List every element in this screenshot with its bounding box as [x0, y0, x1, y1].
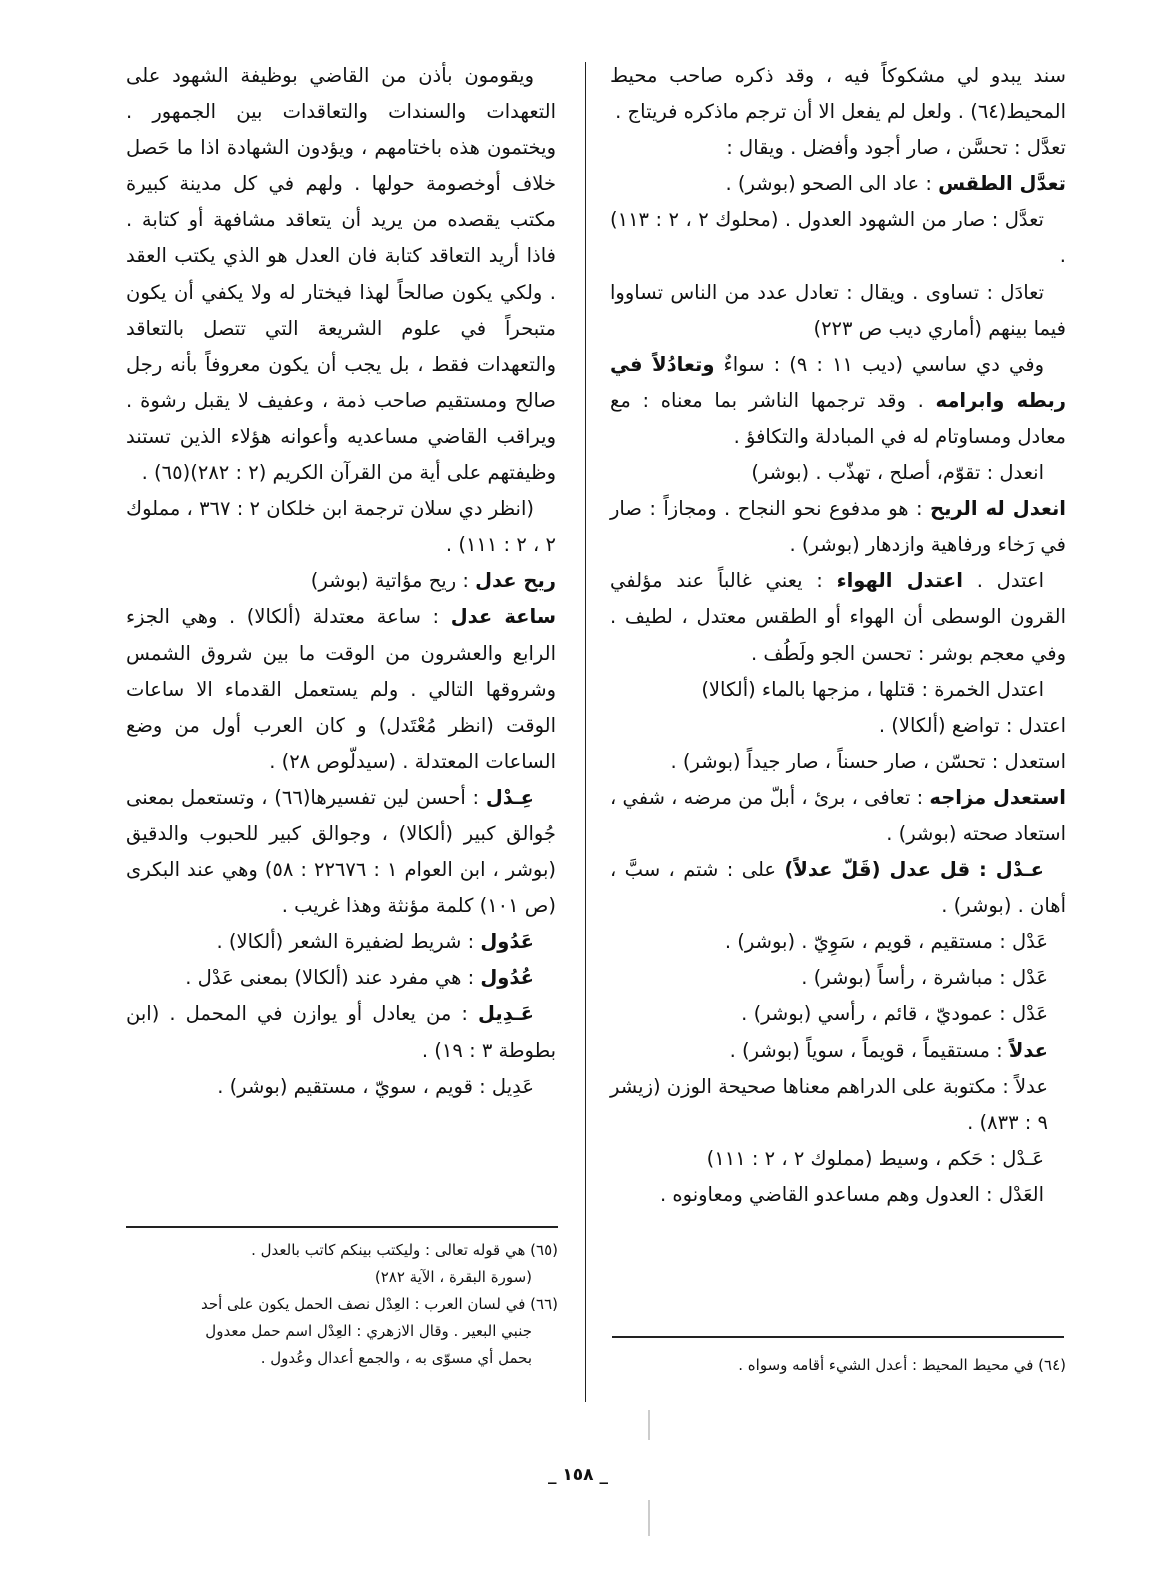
entry-text: تعادَل : تساوى . ويقال : تعادل عدد من الناس تساووا فيما بينهم (أماري ديب ص ٢٢٣) [610, 280, 1066, 340]
entry-text: : يعني غالباً عند مؤلفي القرون الوسطى أن الهواء أو الطقس معتدل ، لطيف . وفي معجم بوشر : تحسن الجو ولَطُف . [610, 569, 1066, 665]
entry-paragraph [610, 672, 1066, 708]
scan-noise-mark [648, 1410, 650, 1440]
entry-text: عَـدْل : حَكم ، وسيط (مملوك ٢ ، ٢ : ١١١) [706, 1146, 1044, 1170]
headword: وتعادُلاً في ربطه وابرامه [610, 352, 1067, 412]
entry-text: ويقومون بأذن من القاضي بوظيفة الشهود على التعهدات والسندات والتعاقدات بين الجمهور . ويختمون هذه باختامهم ، ويؤدون الشهادة اذا ما حَصل خلاف أوخصومة حولها . ولهم في كل مدينة كبيرة مكتب يقصده من يريد أن يتعاقد مشافهة أو كتابة . فاذا أريد التعاقد كتابة فان العدل هو الذي يكتب العقد . ولكي يكون صالحاً لهذا فيختار له ولا يكفي أن يكون متبحراً في علوم الشريعة التي تتصل بالتعاقد والتعهدات فقط ، بل يجب أن يكون معروفاً بأنه رجل صالح ومستقيم صاحب ذمة ، وعفيف لا يقبل رشوة . ويراقب القاضي مساعديه وأعوانه هؤلاء الذين تستند وظيفتهم على أية من القرآن الكريم (٢ : ٢٨٢)(٦٥) . [126, 64, 556, 485]
entry-text: عدلاً : مكتوبة على الدراهم معناها صحيحة الوزن (زيشر ٩ : ٨٣٣) . [610, 1074, 1048, 1134]
right-column [610, 58, 1066, 1213]
entry-text: انعدل : تقوّم، أصلح ، تهذّب . (بوشر) [751, 461, 1044, 485]
footnotes-left [132, 1237, 558, 1372]
entry-paragraph [126, 491, 556, 563]
entry-paragraph [126, 960, 556, 996]
headword: عَدُول [480, 930, 534, 954]
entry-paragraph [610, 780, 1066, 852]
entry-paragraph [126, 780, 556, 924]
footnote-line: (٦٦) في لسان العرب : العِدْل نصف الحمل يكون على أحد [200, 1295, 558, 1313]
entry-paragraph [610, 744, 1066, 780]
entry-paragraph [610, 1141, 1066, 1177]
headword: استعدل مزاجه [929, 785, 1066, 809]
footnote-line: (سورة البقرة ، الآية ٢٨٢) [374, 1268, 532, 1286]
entry-paragraph [126, 996, 556, 1068]
headword: عـدْل : قل عدل (قَلّ عدلاً) [784, 858, 1044, 882]
entry-text: : هي مفرد عند (ألكالا) بمعنى عَدْل . [185, 966, 481, 990]
headword: عِـدْل [485, 785, 534, 809]
entry-paragraph [126, 1069, 556, 1105]
entry-paragraph [610, 1177, 1066, 1213]
entry-paragraph [610, 563, 1066, 671]
headword: انعدل له الريح [930, 497, 1066, 521]
footnotes-right [610, 1352, 1066, 1379]
entry-text: : أحسن لين تفسيرها(٦٦) ، وتستعمل بمعنى جُوالق كبير (ألكالا) ، وجوالق كبير للحبوب والدقيق (بوشر ، ابن العوام ١ : ٢٢٦٧٦ : ٥٨) وهي عند البكرى (ص ١٠١) كلمة مؤنثة وهذا غريب . [126, 785, 557, 918]
footnote-rule-right [612, 1336, 1064, 1338]
entry-text: عَدْل : مستقيم ، قويم ، سَوِيّ . (بوشر) . [724, 930, 1048, 954]
scan-noise-mark [648, 1500, 650, 1536]
entry-paragraph [610, 275, 1066, 347]
entry-text: : عاد الى الصحو (بوشر) . [725, 172, 939, 196]
entry-paragraph [610, 1069, 1066, 1141]
entry-text: : ريح مؤاتية (بوشر) [310, 569, 476, 593]
entry-paragraph [126, 599, 556, 779]
entry-paragraph [126, 58, 556, 491]
entry-text: عَدْل : مباشرة ، رأساً (بوشر) . [801, 966, 1048, 990]
entry-paragraph [610, 852, 1066, 924]
column-divider [585, 62, 586, 1402]
entry-text: (انظر دي سلان ترجمة ابن خلكان ٢ : ٣٦٧ ، مملوك ٢ ، ٢ : ١١١) . [126, 497, 556, 557]
entry-text: اعتدل الخمرة : قتلها ، مزجها بالماء (ألكالا) [701, 677, 1044, 701]
entry-text: عَدْل : عموديّ ، قائم ، رأسي (بوشر) . [741, 1002, 1048, 1026]
entry-paragraph [610, 130, 1066, 166]
entry-prefix: وفي دي ساسي (ديب ١١ : ٩) : سواءٌ [714, 352, 1044, 376]
entry-text: : مستقيماً ، قويماً ، سوياً (بوشر) . [729, 1038, 1009, 1062]
entry-paragraph [610, 455, 1066, 491]
entry-paragraph [610, 1033, 1066, 1069]
entry-paragraph [610, 491, 1066, 563]
entry-paragraph [610, 996, 1066, 1032]
entry-paragraph [126, 563, 556, 599]
entry-text: استعدل : تحسّن ، صار حسناً ، صار جيداً (بوشر) . [670, 749, 1066, 773]
entry-paragraph [610, 708, 1066, 744]
entry-text: : تعافى ، برئ ، أبلّ من مرضه ، شفي ، استعاد صحته (بوشر) . [610, 785, 1066, 845]
headword: عُدُول [480, 966, 534, 990]
entry-text: العَدْل : العدول وهم مساعدو القاضي ومعاونوه . [660, 1182, 1044, 1206]
headword: عدلاً [1008, 1038, 1048, 1062]
entry-text: : من يعادل أو يوازن في المحمل . (ابن بطوطة ٣ : ١٩) . [126, 1002, 556, 1062]
footnote-line: جنبي البعير . وقال الازهري : العِدْل اسم حمل معدول [205, 1322, 532, 1340]
headword: عَـدِيل [478, 1002, 534, 1026]
entry-paragraph [610, 960, 1066, 996]
page-number: _ ١٥٨ _ [548, 1465, 608, 1485]
footnote-line: بحمل أي مسوّى به ، والجمع أعدال وعُدول . [260, 1349, 532, 1367]
entry-text: عَدِيل : قويم ، سويّ ، مستقيم (بوشر) . [217, 1074, 534, 1098]
entry-paragraph [126, 924, 556, 960]
entry-paragraph [610, 166, 1066, 202]
footnote-line: (٦٤) في محيط المحيط : أعدل الشيء أقامه وسواه . [738, 1356, 1066, 1374]
entry-text: . وقد ترجمها الناشر بما معناه : مع معادل ومساوتام له في المبادلة والتكافؤ . [610, 388, 1066, 448]
entry-paragraph [610, 202, 1066, 274]
entry-text: تعدَّل : صار من الشهود العدول . (محلوك ٢ ، ٢ : ١١٣) . [610, 208, 1066, 268]
entry-paragraph [610, 924, 1066, 960]
entry-paragraph [610, 58, 1066, 130]
headword: ريح عدل [475, 569, 556, 593]
entry-text: على : شتم ، سبَّ ، أهان . (بوشر) . [610, 858, 1066, 918]
entry-text: اعتدل : تواضع (ألكالا) . [878, 713, 1066, 737]
entry-prefix: اعتدل . [962, 569, 1045, 593]
entry-text: : شريط لضفيرة الشعر (ألكالا) . [216, 930, 481, 954]
headword: اعتدل الهواء [836, 569, 963, 593]
left-column [126, 58, 556, 1105]
entry-text: : ساعة معتدلة (ألكالا) . وهي الجزء الرابع والعشرون من الوقت ما بين شروق الشمس وشروقها التالي . ولم يستعمل القدماء الا ساعات الوقت (انظر مُعْتَدل) و كان العرب أول من وضع الساعات المعتدلة . (سيدلّوص ٢٨) . [126, 605, 556, 773]
entry-paragraph [610, 347, 1066, 455]
headword: ساعة عدل [450, 605, 556, 629]
entry-text: سند يبدو لي مشكوكاً فيه ، وقد ذكره صاحب محيط المحيط(٦٤) . ولعل لم يفعل الا أن ترجم ماذكره فريتاج . [610, 64, 1066, 124]
footnote-line: (٦٥) هي قوله تعالى : وليكتب بينكم كاتب بالعدل . [251, 1241, 558, 1259]
footnote-rule-left [126, 1226, 558, 1228]
headword: تعدَّل الطقس [938, 172, 1066, 196]
entry-text: تعدَّل : تحسَّن ، صار أجود وأفضل . ويقال : [726, 136, 1066, 160]
entry-text: : هو مدفوع نحو النجاح . ومجازاً : صار في رَخاء ورفاهية وازدهار (بوشر) . [610, 497, 1066, 557]
